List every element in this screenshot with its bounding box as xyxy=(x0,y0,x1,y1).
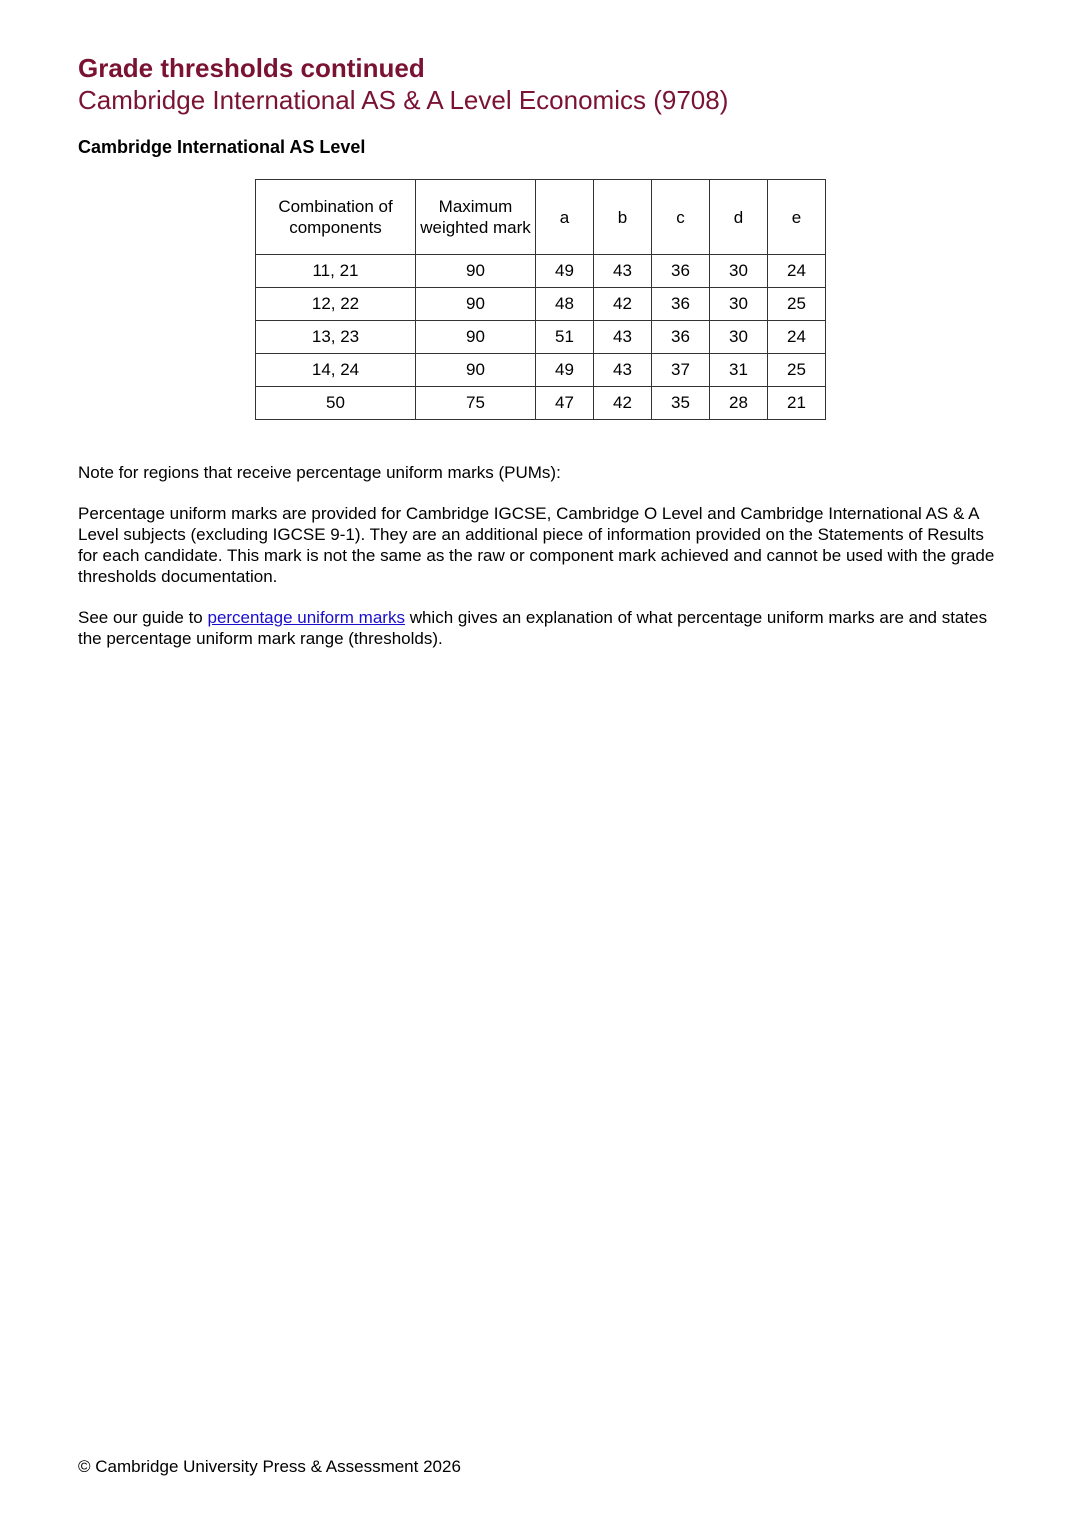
header-grade-d: d xyxy=(710,180,768,255)
cell-grade-c: 35 xyxy=(652,387,710,420)
cell-grade-d: 30 xyxy=(710,321,768,354)
cell-grade-a: 51 xyxy=(536,321,594,354)
table-row xyxy=(256,321,826,354)
cell-grade-d: 30 xyxy=(710,255,768,288)
cell-grade-c: 36 xyxy=(652,321,710,354)
footer-copyright: © Cambridge University Press & Assessment 2026 xyxy=(78,1457,461,1476)
notes-guide-paragraph xyxy=(78,607,1008,649)
cell-grade-e: 24 xyxy=(768,321,826,354)
cell-max-mark: 90 xyxy=(416,321,536,354)
cell-grade-b: 42 xyxy=(594,288,652,321)
cell-max-mark: 90 xyxy=(416,354,536,387)
table-header-row xyxy=(256,180,826,255)
cell-grade-a: 48 xyxy=(536,288,594,321)
cell-max-mark: 90 xyxy=(416,288,536,321)
notes-section xyxy=(78,462,1008,669)
header-grade-c: c xyxy=(652,180,710,255)
header-grade-e: e xyxy=(768,180,826,255)
cell-grade-d: 30 xyxy=(710,288,768,321)
cell-max-mark: 75 xyxy=(416,387,536,420)
cell-grade-c: 36 xyxy=(652,288,710,321)
cell-combination: 11, 21 xyxy=(256,255,416,288)
cell-grade-b: 43 xyxy=(594,321,652,354)
notes-paragraph: Percentage uniform marks are provided for Cambridge IGCSE, Cambridge O Level and Cambridge International AS & A Level subjects (excluding IGCSE 9-1). They are an additional piece of information provided on the Statements of Results for each candidate. This mark is not the same as the raw or component mark achieved and cannot be used with the grade thresholds documentation. xyxy=(78,504,995,586)
guide-prefix: See our guide to xyxy=(78,608,208,627)
header-max-mark: Maximum weighted mark xyxy=(416,180,536,255)
cell-grade-c: 36 xyxy=(652,255,710,288)
header-grade-a: a xyxy=(536,180,594,255)
guide-suffix: which gives an explanation of what percentage uniform marks are and states the percentage uniform mark range (thresholds). xyxy=(78,608,988,648)
table-row xyxy=(256,255,826,288)
table-row xyxy=(256,354,826,387)
page-subtitle: Cambridge International AS & A Level Economics (9708) xyxy=(78,85,729,115)
cell-grade-e: 25 xyxy=(768,354,826,387)
cell-combination: 12, 22 xyxy=(256,288,416,321)
cell-grade-a: 49 xyxy=(536,354,594,387)
cell-grade-a: 47 xyxy=(536,387,594,420)
cell-max-mark: 90 xyxy=(416,255,536,288)
cell-grade-d: 28 xyxy=(710,387,768,420)
grade-thresholds-table xyxy=(255,179,826,420)
cell-grade-a: 49 xyxy=(536,255,594,288)
cell-grade-b: 43 xyxy=(594,354,652,387)
page-title: Grade thresholds continued xyxy=(78,53,425,83)
cell-combination: 13, 23 xyxy=(256,321,416,354)
cell-grade-e: 25 xyxy=(768,288,826,321)
cell-combination: 50 xyxy=(256,387,416,420)
notes-intro: Note for regions that receive percentage uniform marks (PUMs): xyxy=(78,463,561,482)
cell-grade-c: 37 xyxy=(652,354,710,387)
cell-grade-b: 43 xyxy=(594,255,652,288)
cell-grade-b: 42 xyxy=(594,387,652,420)
cell-grade-e: 21 xyxy=(768,387,826,420)
percentage-uniform-marks-link[interactable]: percentage uniform marks xyxy=(207,608,405,627)
section-heading: Cambridge International AS Level xyxy=(78,137,366,157)
header-combination: Combination of components xyxy=(256,180,416,255)
table-row xyxy=(256,387,826,420)
cell-combination: 14, 24 xyxy=(256,354,416,387)
cell-grade-d: 31 xyxy=(710,354,768,387)
cell-grade-e: 24 xyxy=(768,255,826,288)
table-row xyxy=(256,288,826,321)
header-grade-b: b xyxy=(594,180,652,255)
